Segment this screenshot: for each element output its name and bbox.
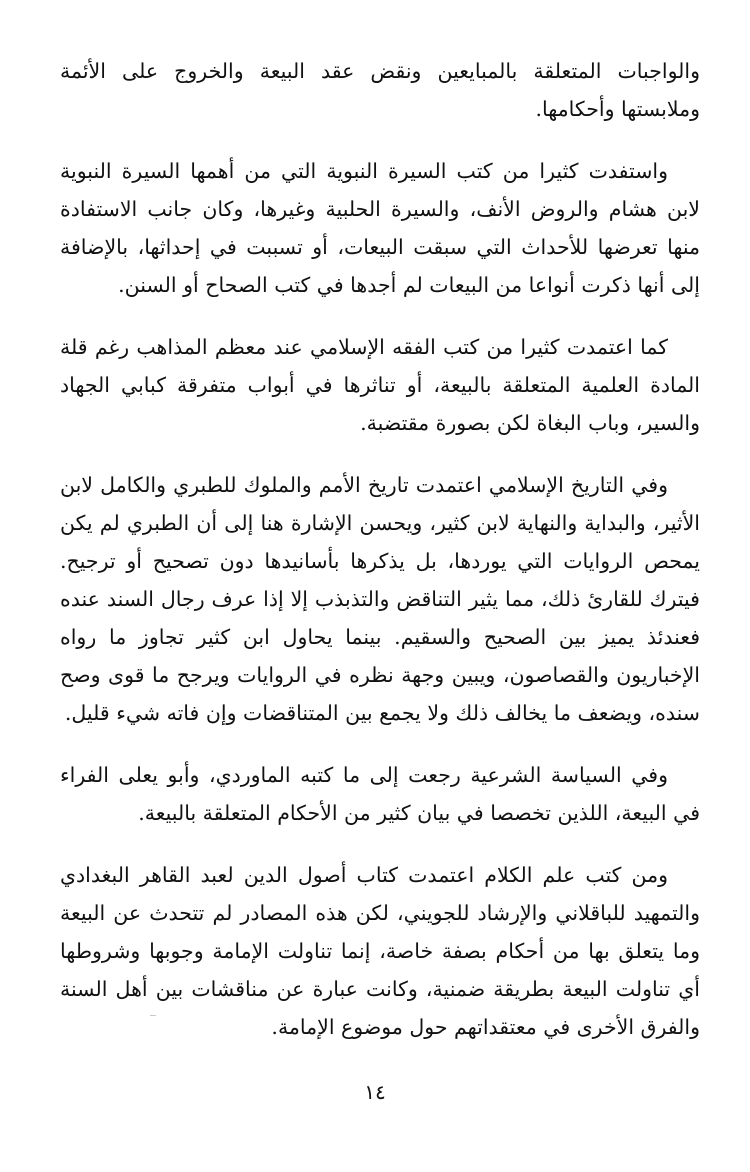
paragraph-6: ومن كتب علم الكلام اعتمدت كتاب أصول الدين لعبد القاهر البغدادي والتمهيد للباقلاني والإرشاد للجويني، لكن هذه المصادر لم تتحدث عن البيعة وما يتعلق بها من أحكام بصفة خاصة، إنما تناولت الإمامة وجوبها وشروطها أي تناولت البيعة بطريقة ضمنية، وكانت عبارة عن مناقشات بين أهل السنة والفرق الأخرى في معتقداتهم حول موضوع الإمامة.: [60, 863, 700, 1039]
page-number: ١٤: [364, 1080, 386, 1104]
paragraph-1: والواجبات المتعلقة بالمبايعين ونقض عقد البيعة والخروج على الأئمة وملابستها وأحكامها.: [60, 59, 700, 121]
scan-speck: [150, 1015, 156, 1016]
paragraph-2: واستفدت كثيرا من كتب السيرة النبوية التي من أهمها السيرة النبوية لابن هشام والروض الأنف، والسيرة الحلبية وغيرها، وكان جانب الاستفادة منها تعرضها للأحداث التي سبقت البيعات، أو تسببت في إحداثها، بالإضافة إلى أنها ذكرت أنواعا من البيعات لم أجدها في كتب الصحاح أو السنن.: [60, 159, 700, 297]
paragraph-3: كما اعتمدت كثيرا من كتب الفقه الإسلامي عند معظم المذاهب رغم قلة المادة العلمية المتعلقة بالبيعة، أو تناثرها في أبواب متفرقة كبابي الجهاد والسير، وباب البغاة لكن بصورة مقتضبة.: [60, 335, 700, 435]
paragraph-4: وفي التاريخ الإسلامي اعتمدت تاريخ الأمم والملوك للطبري والكامل لابن الأثير، والبداية والنهاية لابن كثير، ويحسن الإشارة هنا إلى أن الطبري لم يكن يمحص الروايات التي يوردها، بل يذكرها بأسانيدها دون تصحيح أو ترجيح. فيترك للقارئ ذلك، مما يثير التناقض والتذبذب إلا إذا عرف رجال السند عنده فعندئذ يميز بين الصحيح والسقيم. بينما يحاول ابن كثير تجاوز ما رواه الإخباريون والقصاصون، ويبين وجهة نظره في الروايات ويرجح ما قوى وصح سنده، ويضعف ما يخالف ذلك ولا يجمع بين المتناقضات وإن فاته شيء قليل.: [60, 473, 700, 725]
paragraph-5: وفي السياسة الشرعية رجعت إلى ما كتبه الماوردي، وأبو يعلى الفراء في البيعة، اللذين تخصصا في بيان كثير من الأحكام المتعلقة بالبيعة.: [60, 763, 700, 825]
page-body: [60, 52, 700, 1070]
